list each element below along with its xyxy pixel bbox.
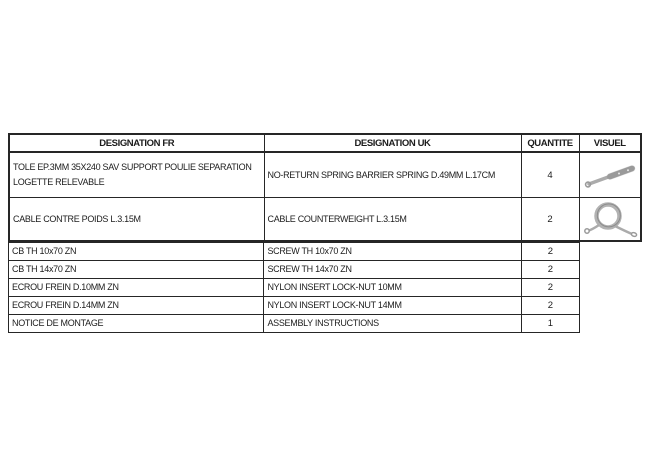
designation-fr-cell: CABLE CONTRE POIDS L.3.15M [9,198,264,242]
designation-uk-cell: ASSEMBLY INSTRUCTIONS [264,315,521,333]
designation-fr-cell: TOLE EP.3MM 35X240 SAV SUPPORT POULIE SEPARATION LOGETTE RELEVABLE [9,152,264,198]
quantity-cell: 1 [521,315,579,333]
designation-uk-cell: NYLON INSERT LOCK-NUT 10MM [264,279,521,297]
quantity-cell: 2 [521,243,579,261]
quantity-cell: 4 [521,152,579,198]
designation-uk-cell: CABLE COUNTERWEIGHT L.3.15M [264,198,521,242]
visual-cell [579,152,641,198]
designation-fr-cell: ECROU FREIN D.14MM ZN [9,297,264,315]
designation-fr-cell: CB TH 14x70 ZN [9,261,264,279]
col-header-designation-uk: DESIGNATION UK [264,134,521,152]
designation-fr-cell: ECROU FREIN D.10MM ZN [9,279,264,297]
designation-fr-cell: CB TH 10x70 ZN [9,243,264,261]
designation-uk-cell: SCREW TH 10x70 ZN [264,243,521,261]
cable-coil-icon [581,199,639,239]
table-header-row [9,134,641,152]
visual-cell [579,198,641,242]
spring-rod-icon [581,156,639,194]
designation-uk-cell: SCREW TH 14x70 ZN [264,261,521,279]
parts-table [8,133,642,333]
table-row [9,315,580,333]
table-row [9,152,641,198]
table-row [9,261,580,279]
col-header-designation-fr: DESIGNATION FR [9,134,264,152]
parts-table-main-section [8,133,642,242]
parts-table-simple-section [8,242,580,333]
table-row [9,243,580,261]
designation-fr-cell: NOTICE DE MONTAGE [9,315,264,333]
col-header-quantite: QUANTITE [521,134,579,152]
table-row [9,198,641,242]
quantity-cell: 2 [521,261,579,279]
col-header-visuel: VISUEL [579,134,641,152]
designation-uk-cell: NYLON INSERT LOCK-NUT 14MM [264,297,521,315]
designation-uk-cell: NO-RETURN SPRING BARRIER SPRING D.49MM L.17CM [264,152,521,198]
table-row [9,279,580,297]
quantity-cell: 2 [521,198,579,242]
quantity-cell: 2 [521,297,579,315]
quantity-cell: 2 [521,279,579,297]
table-row [9,297,580,315]
